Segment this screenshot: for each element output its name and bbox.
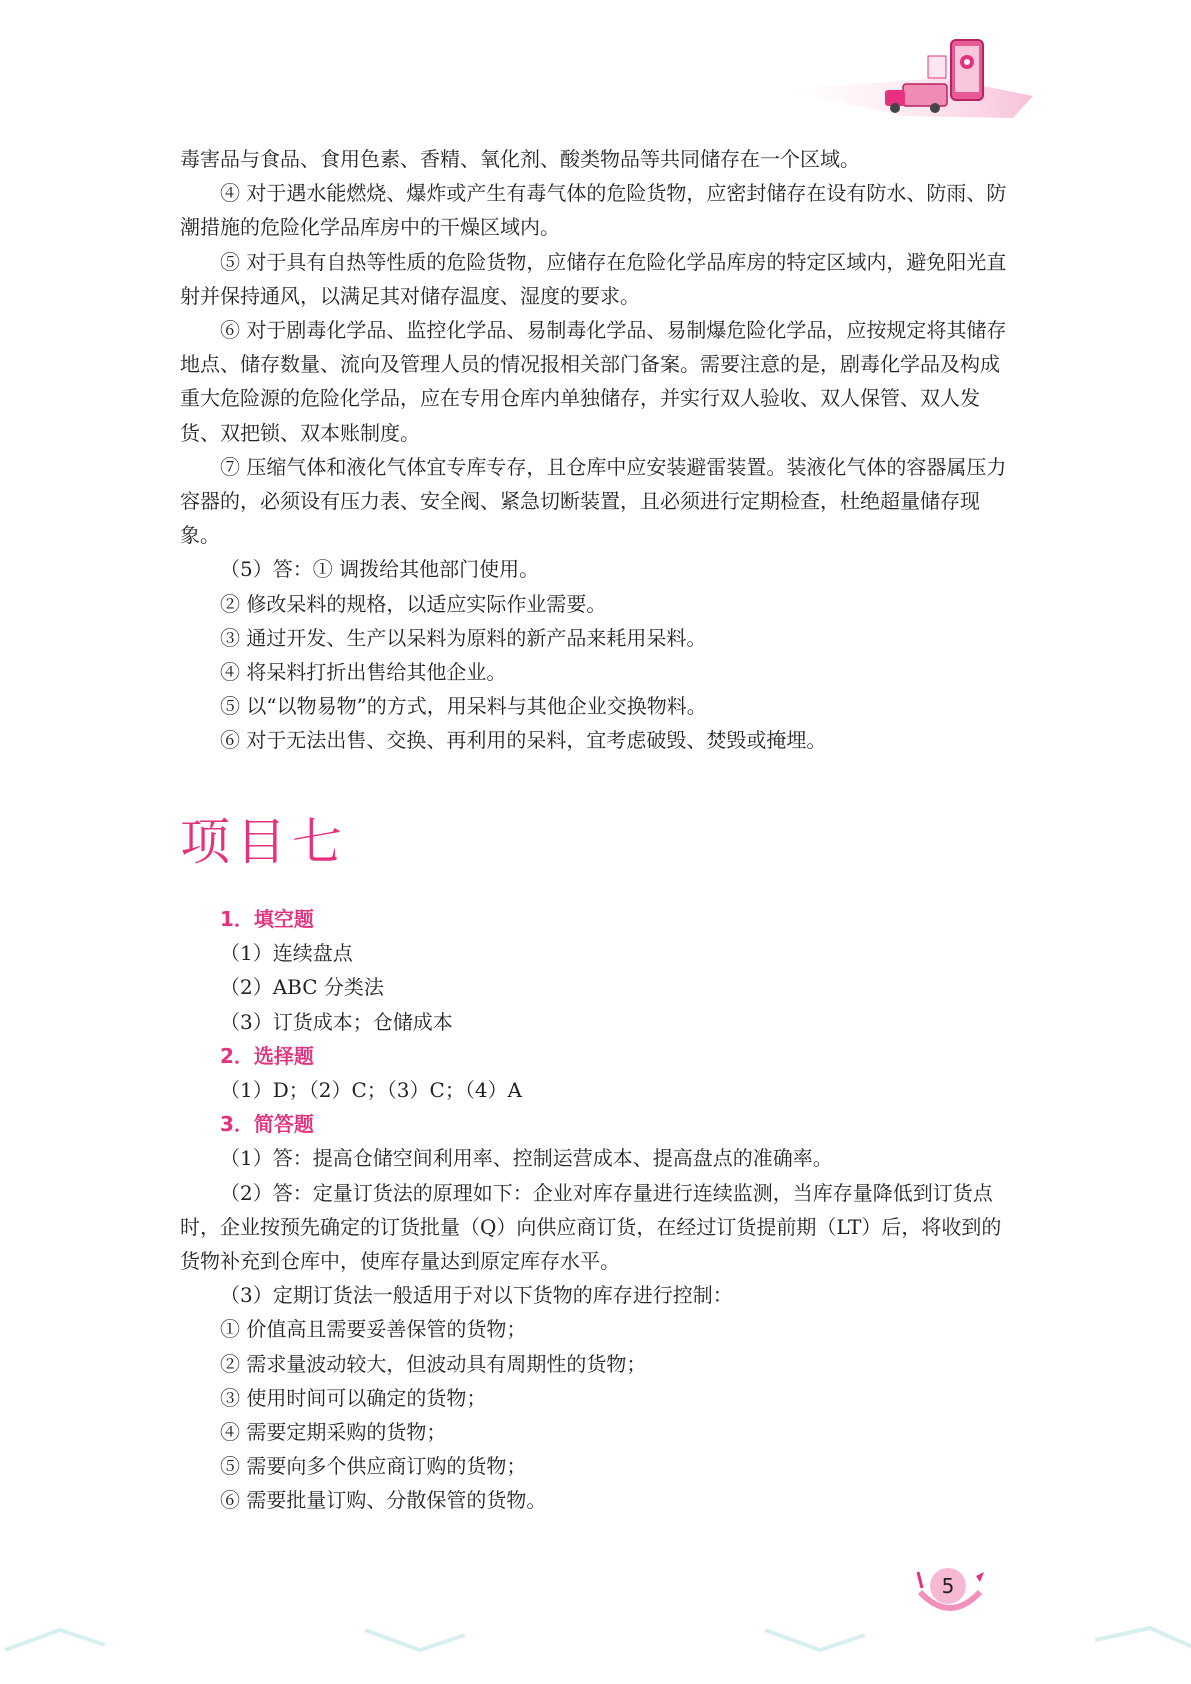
- paragraph: ⑤ 对于具有自热等性质的危险货物，应储存在危险化学品库房的特定区域内，避免阳光直射并保持通风，以满足其对储存温度、湿度的要求。: [180, 249, 1007, 308]
- paragraph: （2）ABC 分类法: [220, 975, 384, 1000]
- paragraph: （5）答：① 调拨给其他部门使用。: [220, 557, 540, 582]
- paragraph: ⑦ 压缩气体和液化气体宜专库专存，且仓库中应安装避雷装置。装液化气体的容器属压力容器的，必须设有压力表、安全阀、紧急切断装置，且必须进行定期检查，杜绝超量储存现象。: [180, 454, 1007, 548]
- paragraph: ③ 使用时间可以确定的货物；: [220, 1385, 487, 1410]
- section-heading: 3．简答题: [220, 1112, 314, 1137]
- paragraph: ⑥ 对于无法出售、交换、再利用的呆料，宜考虑破毁、焚毁或掩埋。: [220, 728, 827, 753]
- delivery-illustration: [783, 38, 1033, 128]
- paragraph: ④ 对于遇水能燃烧、爆炸或产生有毒气体的危险货物，应密封储存在设有防水、防雨、防潮措施的危险化学品库房中的干燥区域内。: [180, 181, 1007, 240]
- watermark-icon: [0, 1620, 110, 1660]
- watermark-icon: [360, 1620, 470, 1660]
- paragraph: ⑥ 需要批量订购、分散保管的货物。: [220, 1488, 547, 1513]
- paragraph: ⑤ 需要向多个供应商订购的货物；: [220, 1454, 527, 1479]
- watermark-icon: [760, 1620, 870, 1660]
- section-heading: 1．填空题: [220, 907, 314, 931]
- paragraph: （1）D；（2）C；（3）C；（4）A: [220, 1078, 522, 1103]
- watermark-icon: [1090, 1620, 1191, 1660]
- paragraph: ⑥ 对于剧毒化学品、监控化学品、易制毒化学品、易制爆危险化学品，应按规定将其储存地点、储存数量、流向及管理人员的情况报相关部门备案。需要注意的是，剧毒化学品及构成重大危险源的危险化学品，应在专用仓库内单独储存，并实行双人验收、双人保管、双人发货、双把锁、双本账制度。: [180, 318, 1007, 445]
- paragraph: （2）答：定量订货法的原理如下：企业对库存量进行连续监测，当库存量降低到订货点时，企业按预先确定的订货批量（Q）向供应商订货，在经过订货提前期（LT）后，将收到的货物补充到仓库中，使库存量达到原定库存水平。: [180, 1180, 1002, 1274]
- paragraph: （1）连续盘点: [220, 941, 353, 966]
- paragraph: （1）答：提高仓储空间利用率、控制运营成本、提高盘点的准确率。: [220, 1146, 833, 1171]
- section-title: 项目七: [180, 813, 348, 871]
- paragraph: ④ 将呆料打折出售给其他企业。: [220, 660, 507, 685]
- paragraph: ③ 通过开发、生产以呆料为原料的新产品来耗用呆料。: [220, 625, 707, 650]
- paragraph: （3）订货成本；仓储成本: [220, 1009, 453, 1034]
- answers-continued: [180, 142, 1010, 758]
- paragraph: 毒害品与食品、食用色素、香精、氧化剂、酸类物品等共同储存在一个区域。: [180, 147, 860, 171]
- project-seven-answers: [180, 902, 1010, 1518]
- paragraph: （3）定期订货法一般适用于对以下货物的库存进行控制：: [220, 1283, 733, 1308]
- paragraph: ② 需求量波动较大，但波动具有周期性的货物；: [220, 1351, 647, 1376]
- paragraph: ④ 需要定期采购的货物；: [220, 1420, 447, 1445]
- page-number: 5: [930, 1568, 966, 1604]
- section-heading: 2．选择题: [220, 1043, 314, 1068]
- paragraph: ① 价值高且需要妥善保管的货物；: [220, 1317, 527, 1342]
- paragraph: ⑤ 以“以物易物”的方式，用呆料与其他企业交换物料。: [220, 694, 707, 719]
- paragraph: ② 修改呆料的规格，以适应实际作业需要。: [220, 591, 607, 616]
